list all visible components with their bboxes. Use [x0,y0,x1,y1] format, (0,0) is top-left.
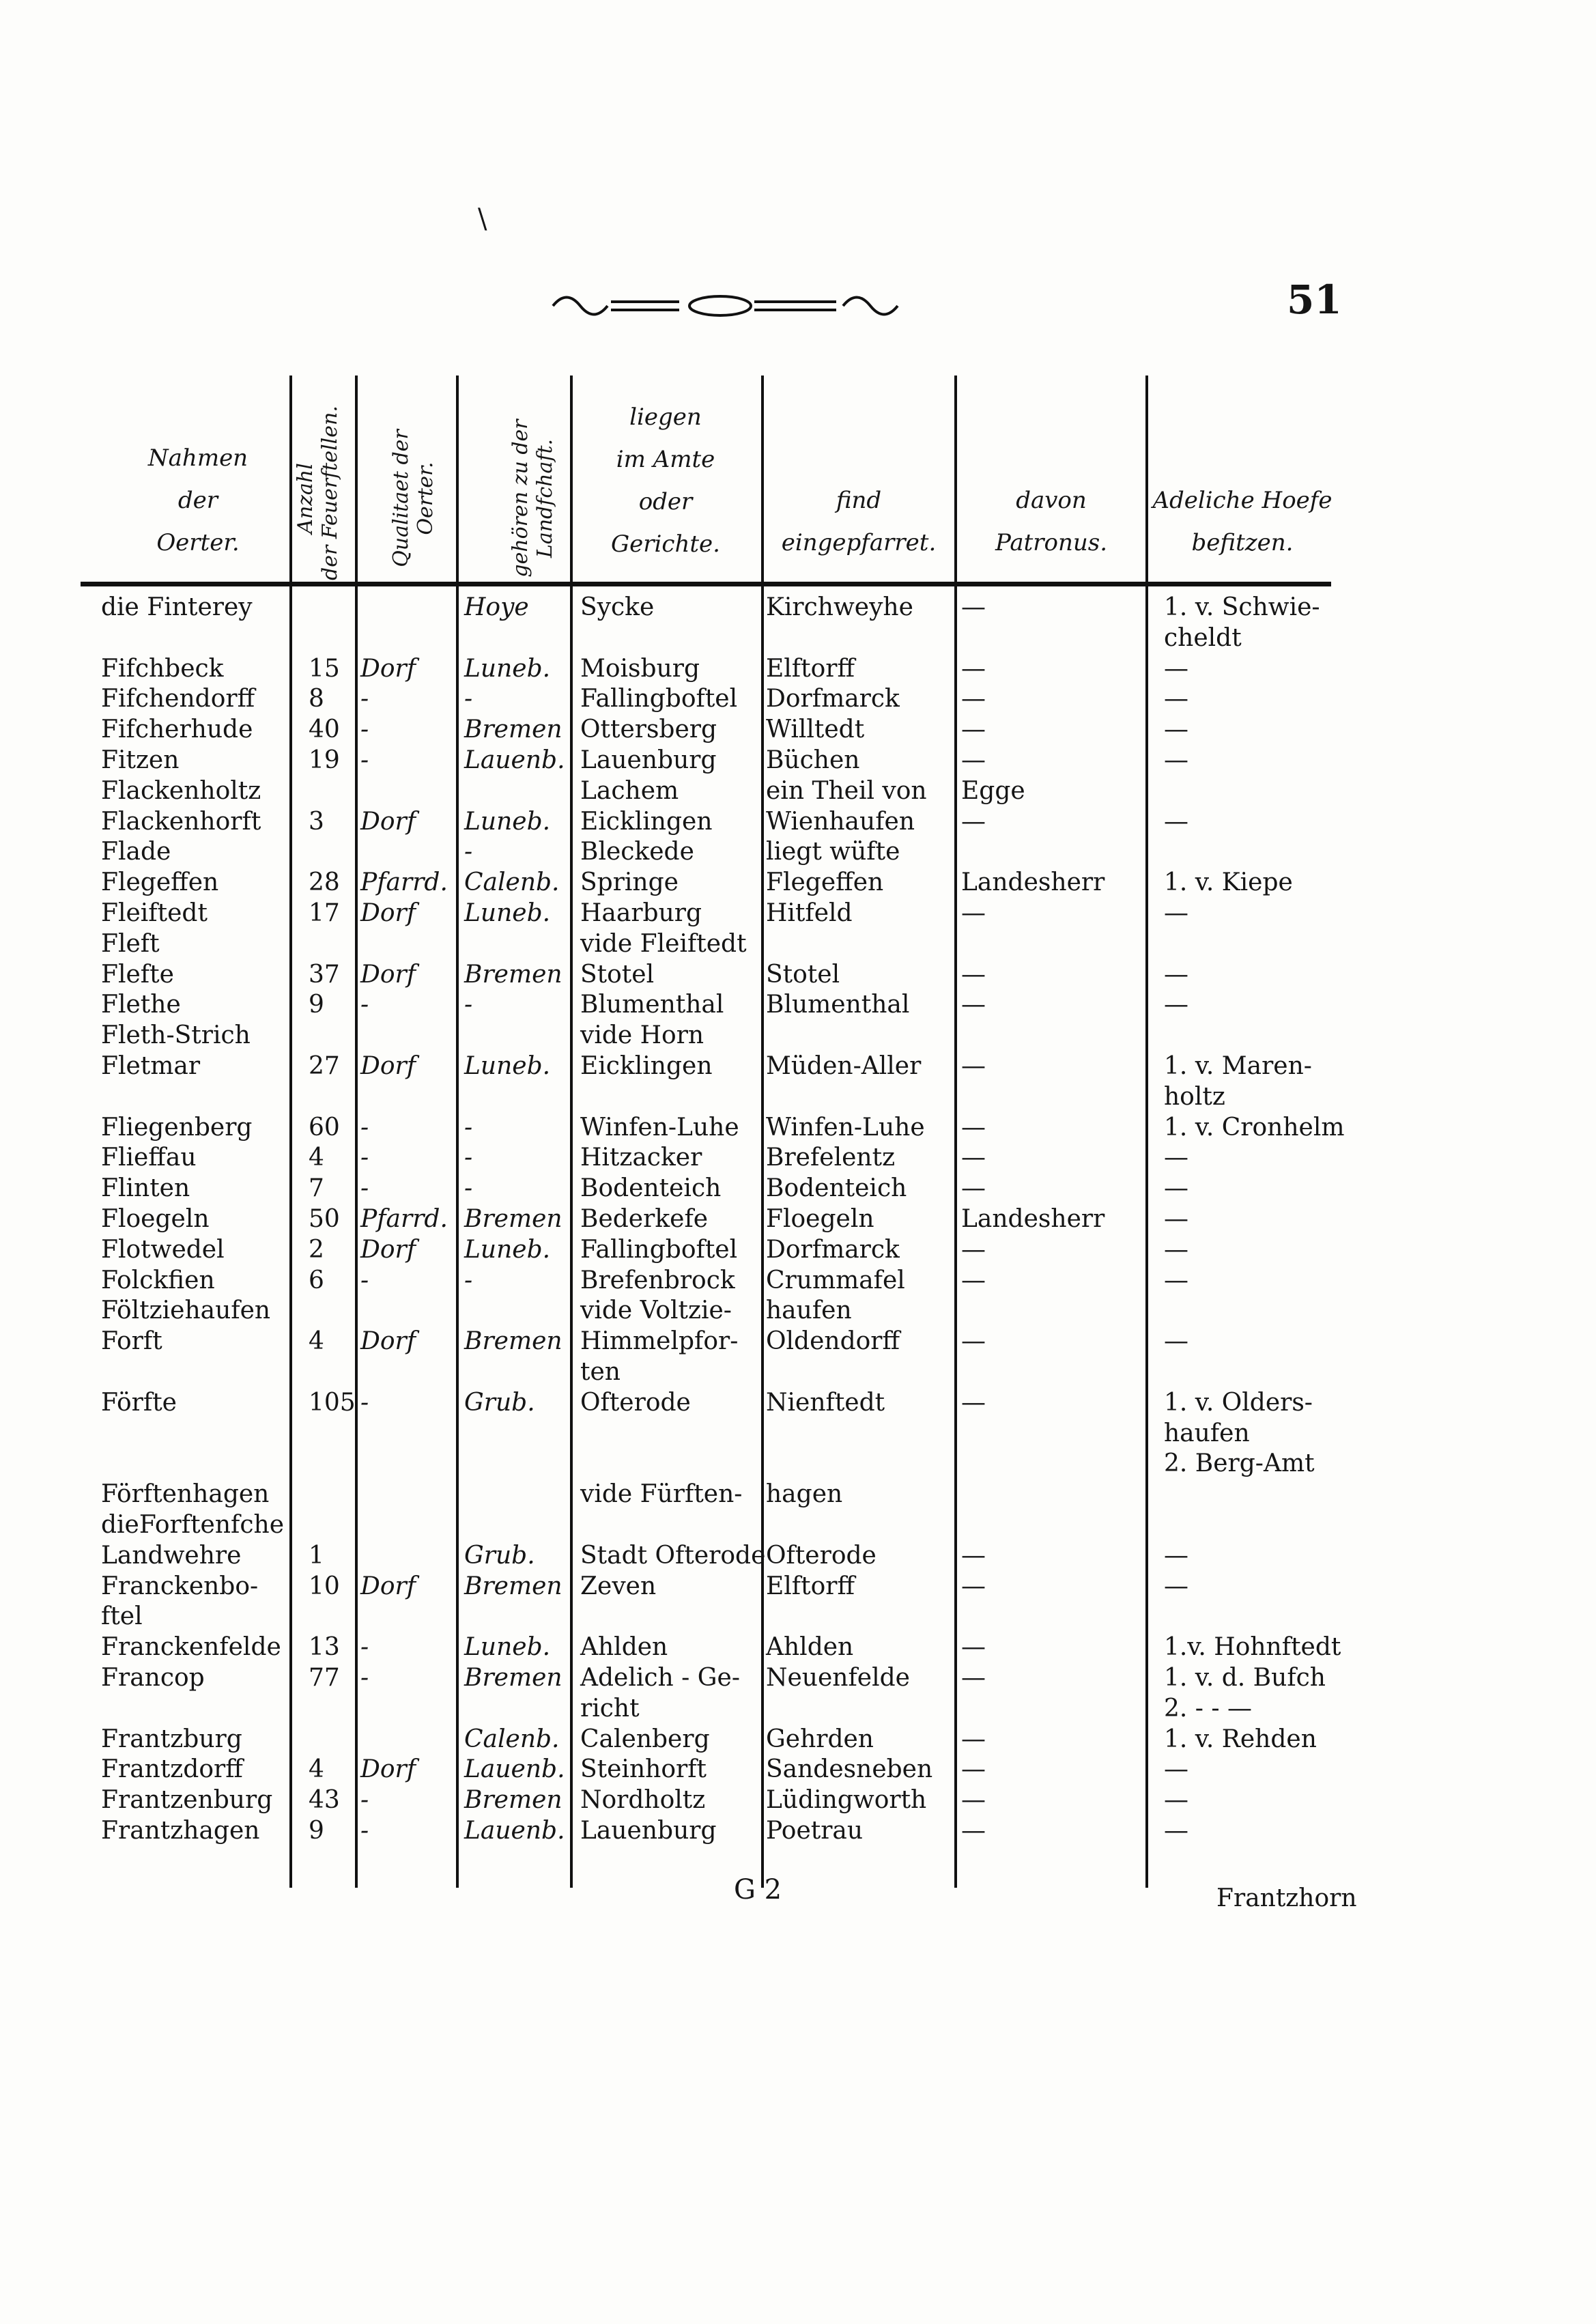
table-row [0,990,1596,1020]
cell-amt: Lauenburg [580,1817,717,1845]
cell-name: Flegeffen [101,868,219,897]
table-row [0,1143,1596,1173]
cell-pat: — [961,1235,986,1264]
cell-land: Lauenb. [464,1817,565,1845]
cell-q: - [360,746,369,774]
cell-land: Grub. [464,1541,535,1570]
table-row [0,1082,1596,1112]
cell-amt: Blumenthal [580,991,724,1019]
cell-pfarr: Nienftedt [766,1388,885,1417]
cell-name: Fifchendorff [101,685,255,713]
cell-pat: — [961,593,986,621]
cell-pfarr: liegt wüfte [766,838,900,866]
cell-hof: 1. v. Kiepe [1164,868,1293,897]
cell-hof: haufen [1164,1419,1250,1447]
cell-amt: Bederkefe [580,1205,709,1233]
cell-hof: 2. - - — [1164,1694,1253,1723]
cell-pfarr: Dorfmarck [766,1235,900,1264]
cell-name: Flinten [101,1174,190,1203]
cell-pfarr: Poetrau [766,1817,864,1845]
cell-q: - [360,685,369,713]
cell-amt: richt [580,1694,640,1723]
cell-name: Flotwedel [101,1235,225,1264]
cell-name: Frantzenburg [101,1786,273,1815]
cell-pfarr: Flegeffen [766,868,884,897]
table-row [0,1785,1596,1815]
cell-q: Dorf [360,654,416,683]
cell-land: Lauenb. [464,746,565,774]
cell-pat: — [961,746,986,774]
table-row [0,1479,1596,1510]
cell-land: - [464,1144,473,1172]
cell-name: dieForftenfche [101,1511,285,1539]
header-quality: Qualitaet der Oerter. [389,429,438,567]
cell-num: 9 [309,991,324,1019]
table-row [0,1510,1596,1540]
cell-pat: Landesherr [961,868,1105,897]
table-row [0,593,1596,623]
cell-pat: — [961,715,986,744]
cell-name: Förftenhagen [101,1480,270,1509]
cell-name: Flieffau [101,1144,197,1172]
table-row [0,1449,1596,1479]
catchword: Frantzhorn [1216,1884,1357,1912]
cell-land: Bremen [464,1664,562,1692]
table-row [0,929,1596,959]
table-row [0,1419,1596,1449]
page-number: 51 [1287,277,1342,323]
cell-pfarr: Elftorff [766,1572,855,1600]
table-row [0,1541,1596,1571]
cell-q: Dorf [360,1755,416,1784]
cell-name: Fletmar [101,1052,201,1080]
header-rule [81,582,1331,586]
cell-land: - [464,838,473,866]
cell-pat: — [961,1174,986,1203]
cell-hof: — [1164,899,1188,927]
cell-name: Fliegenberg [101,1113,253,1142]
cell-amt: Lauenburg [580,746,717,774]
cell-pat: — [961,1572,986,1600]
cell-q: Dorf [360,960,416,989]
cell-hof: 1. v. Rehden [1164,1725,1317,1753]
cell-num: 17 [309,899,340,927]
cell-amt: vide Voltzie- [580,1296,732,1325]
table-row [0,1694,1596,1724]
header-patron: davon Patronus. [995,487,1108,556]
cell-num: 28 [309,868,340,897]
cell-amt: Stadt Ofterode [580,1541,766,1570]
cell-pat: Egge [961,776,1025,805]
cell-name: Frantzburg [101,1725,242,1753]
table-row [0,1663,1596,1693]
cell-land: - [464,685,473,713]
cell-hof: 1.v. Hohnftedt [1164,1633,1341,1662]
cell-amt: Haarburg [580,899,702,927]
cell-q: - [360,1174,369,1203]
cell-num: 4 [309,1327,324,1356]
cell-pat: — [961,1144,986,1172]
cell-amt: Ofterode [580,1388,691,1417]
table-row [0,898,1596,929]
cell-amt: Ottersberg [580,715,717,744]
cell-pat: — [961,1664,986,1692]
cell-name: Francop [101,1664,205,1692]
cell-name: Folckfien [101,1266,215,1294]
cell-pfarr: haufen [766,1296,852,1325]
table-row [0,868,1596,898]
cell-hof: — [1164,715,1188,744]
cell-num: 1 [309,1541,324,1570]
cell-name: Flade [101,838,171,866]
cell-amt: vide Fürften- [580,1480,743,1509]
cell-num: 13 [309,1633,340,1662]
cell-pfarr: Floegeln [766,1205,874,1233]
cell-q: Pfarrd. [360,868,448,897]
cell-pat: — [961,1541,986,1570]
table-row [0,1388,1596,1418]
cell-pfarr: Elftorff [766,654,855,683]
cell-name: Fleth-Strich [101,1021,251,1050]
header-land: gehören zu der Landfchaft. [509,419,557,578]
cell-pat: — [961,1388,986,1417]
cell-pat: — [961,1327,986,1356]
cell-land: - [464,1266,473,1294]
cell-pfarr: Oldendorff [766,1327,900,1356]
cell-amt: Calenberg [580,1725,710,1753]
cell-amt: Himmelpfor- [580,1327,739,1356]
cell-hof: — [1164,1266,1188,1294]
header-amt: liegen im Amte oder Gerichte. [611,403,720,558]
cell-amt: Brefenbrock [580,1266,735,1294]
table-row [0,776,1596,806]
table-row [0,837,1596,867]
table-row [0,1174,1596,1204]
cell-num: 10 [309,1572,340,1600]
cell-name: Franckenbo- [101,1572,259,1600]
cell-amt: Fallingboftel [580,1235,738,1264]
cell-pat: — [961,654,986,683]
table-row [0,1572,1596,1602]
header-count: Anzahl der Feuerftellen. [294,406,342,580]
table-row [0,1113,1596,1143]
cell-name: Fifchbeck [101,654,224,683]
table-row [0,746,1596,776]
stray-mark: \ [478,203,487,235]
cell-pfarr: Hitfeld [766,899,853,927]
cell-land: Bremen [464,1786,562,1815]
table-row [0,1755,1596,1785]
cell-name: ftel [101,1602,143,1631]
cell-num: 77 [309,1664,340,1692]
cell-num: 2 [309,1235,324,1264]
cell-q: Dorf [360,899,416,927]
cell-amt: vide Fleiftedt [580,929,747,958]
cell-amt: Bleckede [580,838,694,866]
cell-amt: Hitzacker [580,1144,702,1172]
cell-pat: — [961,1052,986,1080]
cell-amt: Bodenteich [580,1174,722,1203]
cell-q: Dorf [360,807,416,836]
cell-amt: Lachem [580,776,679,805]
table-row [0,1602,1596,1632]
cell-amt: Moisburg [580,654,700,683]
table-row [0,1357,1596,1387]
table-row [0,654,1596,684]
cell-q: - [360,1664,369,1692]
cell-amt: Eicklingen [580,1052,713,1080]
cell-name: die Finterey [101,593,253,621]
cell-hof: — [1164,1817,1188,1845]
cell-hof: — [1164,807,1188,836]
cell-q: Dorf [360,1572,416,1600]
table-row [0,807,1596,837]
cell-hof: — [1164,1144,1188,1172]
cell-pat: — [961,807,986,836]
cell-amt: Adelich - Ge- [580,1664,740,1692]
cell-land: Luneb. [464,899,551,927]
cell-pfarr: Bodenteich [766,1174,907,1203]
cell-num: 50 [309,1205,340,1233]
cell-hof: — [1164,1235,1188,1264]
cell-num: 19 [309,746,340,774]
cell-hof: — [1164,1205,1188,1233]
cell-land: Bremen [464,715,562,744]
table-row [0,1021,1596,1051]
cell-pfarr: Stotel [766,960,840,989]
cell-q: - [360,1266,369,1294]
cell-amt: ten [580,1358,621,1386]
table-row [0,1204,1596,1234]
cell-land: - [464,1113,473,1142]
cell-pfarr: hagen [766,1480,843,1509]
cell-hof: 1. v. Cronhelm [1164,1113,1345,1142]
cell-pfarr: Ahlden [766,1633,854,1662]
table-row [0,1632,1596,1662]
header-pfarr: find eingepfarret. [781,487,937,556]
cell-name: Forft [101,1327,162,1356]
cell-q: - [360,1144,369,1172]
cell-land: Lauenb. [464,1755,565,1784]
cell-hof: 1. v. d. Bufch [1164,1664,1326,1692]
cell-land: Luneb. [464,1052,551,1080]
cell-amt: Eicklingen [580,807,713,836]
cell-pat: — [961,1725,986,1753]
cell-num: 15 [309,654,340,683]
cell-amt: Springe [580,868,679,897]
cell-land: - [464,991,473,1019]
cell-land: Luneb. [464,807,551,836]
cell-pfarr: Kirchweyhe [766,593,913,621]
table-row [0,960,1596,990]
cell-amt: Zeven [580,1572,657,1600]
cell-num: 27 [309,1052,340,1080]
cell-num: 37 [309,960,340,989]
cell-amt: Sycke [580,593,655,621]
cell-land: Hoye [464,593,529,621]
table-row [0,715,1596,745]
cell-pfarr: Willtedt [766,715,865,744]
cell-name: Fitzen [101,746,180,774]
cell-q: - [360,1388,369,1417]
cell-pat: — [961,1633,986,1662]
cell-amt: Steinhorft [580,1755,707,1784]
table-row [0,684,1596,714]
cell-name: Fifcherhude [101,715,253,744]
cell-land: Bremen [464,1572,562,1600]
cell-land: Bremen [464,1327,562,1356]
header-name: Nahmen der Oerter. [147,444,248,556]
cell-q: Dorf [360,1327,416,1356]
cell-hof: cheldt [1164,623,1242,652]
cell-pat: — [961,960,986,989]
cell-land: Grub. [464,1388,535,1417]
cell-pat: — [961,1786,986,1815]
cell-pat: — [961,899,986,927]
cell-q: Dorf [360,1235,416,1264]
cell-hof: — [1164,960,1188,989]
cell-land: - [464,1174,473,1203]
cell-name: Floegeln [101,1205,210,1233]
cell-land: Luneb. [464,654,551,683]
cell-amt: Fallingboftel [580,685,738,713]
cell-q: - [360,715,369,744]
cell-hof: — [1164,1786,1188,1815]
cell-pat: — [961,1113,986,1142]
table-row [0,1051,1596,1081]
cell-pat: — [961,1755,986,1784]
cell-q: - [360,1817,369,1845]
cell-hof: — [1164,1755,1188,1784]
cell-land: Luneb. [464,1235,551,1264]
cell-pat: — [961,991,986,1019]
cell-amt: Winfen-Luhe [580,1113,739,1142]
table-row [0,1266,1596,1296]
cell-num: 40 [309,715,340,744]
cell-num: 43 [309,1786,340,1815]
cell-land: Bremen [464,960,562,989]
cell-land: Luneb. [464,1633,551,1662]
cell-name: Flefte [101,960,174,989]
cell-hof: — [1164,1572,1188,1600]
cell-land: Bremen [464,1205,562,1233]
cell-pfarr: Sandesneben [766,1755,933,1784]
cell-name: Landwehre [101,1541,242,1570]
cell-num: 9 [309,1817,324,1845]
cell-num: 6 [309,1266,324,1294]
cell-hof: holtz [1164,1082,1225,1111]
cell-name: Flackenholtz [101,776,261,805]
cell-num: 4 [309,1755,324,1784]
cell-pfarr: Brefelentz [766,1144,896,1172]
table-row [0,1296,1596,1326]
cell-pat: — [961,1817,986,1845]
cell-hof: 1. v. Olders- [1164,1388,1313,1417]
ornament-divider [550,285,901,326]
cell-name: Flethe [101,991,181,1019]
cell-land: Calenb. [464,868,560,897]
cell-pfarr: Blumenthal [766,991,910,1019]
cell-hof: 2. Berg-Amt [1164,1449,1315,1478]
cell-name: Flackenhorft [101,807,261,836]
cell-q: - [360,1113,369,1142]
cell-name: Fleiftedt [101,899,208,927]
cell-hof: — [1164,1327,1188,1356]
cell-pat: — [961,1266,986,1294]
cell-num: 60 [309,1113,340,1142]
cell-pfarr: Crummafel [766,1266,905,1294]
cell-num: 3 [309,807,324,836]
cell-name: Frantzdorff [101,1755,243,1784]
cell-hof: 1. v. Schwie- [1164,593,1320,621]
cell-pfarr: ein Theil von [766,776,927,805]
cell-pfarr: Winfen-Luhe [766,1113,925,1142]
cell-pfarr: Wienhaufen [766,807,915,836]
cell-pat: Landesherr [961,1205,1105,1233]
cell-q: Dorf [360,1052,416,1080]
cell-pfarr: Lüdingworth [766,1786,927,1815]
table-row [0,1725,1596,1755]
cell-hof: — [1164,746,1188,774]
cell-pfarr: Müden-Aller [766,1052,922,1080]
cell-name: Franckenfelde [101,1633,281,1662]
cell-q: - [360,1786,369,1815]
cell-amt: Stotel [580,960,655,989]
cell-num: 4 [309,1144,324,1172]
cell-pat: — [961,685,986,713]
cell-name: Fleft [101,929,160,958]
cell-amt: vide Horn [580,1021,704,1050]
cell-num: 7 [309,1174,324,1203]
cell-num: 8 [309,685,324,713]
cell-name: Föltziehaufen [101,1296,271,1325]
cell-name: Förfte [101,1388,177,1417]
signature-mark: G 2 [734,1874,782,1905]
cell-hof: — [1164,1174,1188,1203]
cell-q: - [360,1633,369,1662]
table-row [0,1327,1596,1357]
cell-amt: Ahlden [580,1633,668,1662]
cell-pfarr: Büchen [766,746,860,774]
cell-q: Pfarrd. [360,1205,448,1233]
cell-pfarr: Neuenfelde [766,1664,910,1692]
table-row [0,1235,1596,1265]
cell-pfarr: Gehrden [766,1725,874,1753]
cell-pfarr: Dorfmarck [766,685,900,713]
cell-hof: — [1164,991,1188,1019]
header-hof: Adeliche Hoefe befitzen. [1152,487,1333,556]
cell-q: - [360,991,369,1019]
cell-hof: — [1164,1541,1188,1570]
cell-hof: 1. v. Maren- [1164,1052,1312,1080]
table-row [0,1816,1596,1846]
cell-num: 105 [309,1388,356,1417]
table-row [0,623,1596,653]
cell-hof: — [1164,685,1188,713]
cell-pfarr: Ofterode [766,1541,877,1570]
cell-hof: — [1164,654,1188,683]
cell-amt: Nordholtz [580,1786,706,1815]
cell-land: Calenb. [464,1725,560,1753]
cell-name: Frantzhagen [101,1817,260,1845]
